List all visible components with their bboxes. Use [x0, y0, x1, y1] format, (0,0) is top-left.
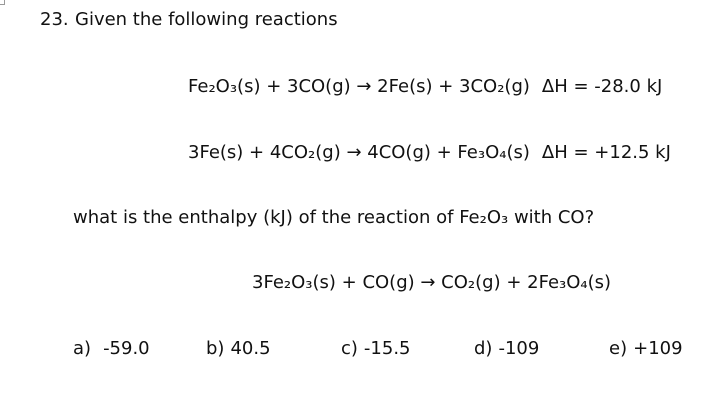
choice-d-letter: d): [474, 338, 493, 359]
reaction-2-equation: 3Fe(s) + 4CO₂(g) → 4CO(g) + Fe₃O₄(s): [188, 142, 530, 163]
reaction-1-enthalpy: ΔH = -28.0 kJ: [541, 76, 663, 97]
choice-d[interactable]: [474, 338, 539, 360]
target-reaction: 3Fe₂O₃(s) + CO(g) → CO₂(g) + 2Fe₃O₄(s): [252, 272, 612, 293]
choice-e-letter: e): [609, 338, 628, 359]
choice-a[interactable]: [73, 338, 150, 360]
reaction-1: [188, 76, 662, 98]
choice-a-value: -59.0: [103, 338, 150, 359]
choice-c-letter: c): [341, 338, 358, 359]
choice-b[interactable]: [206, 338, 271, 360]
choice-b-letter: b): [206, 338, 225, 359]
choice-a-letter: a): [73, 338, 92, 359]
choice-e-value: +109: [633, 338, 683, 359]
choice-c[interactable]: [341, 338, 411, 360]
choice-e[interactable]: [609, 338, 683, 360]
question-ask: what is the enthalpy (kJ) of the reaction of Fe₂O₃ with CO?: [73, 207, 595, 228]
choice-c-value: -15.5: [363, 338, 411, 359]
question-prompt: Given the following reactions: [75, 9, 338, 30]
reaction-2: [188, 142, 671, 164]
choice-d-value: -109: [498, 338, 540, 359]
reaction-1-equation: Fe₂O₃(s) + 3CO(g) → 2Fe(s) + 3CO₂(g): [188, 76, 530, 97]
reaction-2-enthalpy: ΔH = +12.5 kJ: [541, 142, 671, 163]
question-number: 23.: [40, 9, 69, 30]
choice-b-value: 40.5: [230, 338, 271, 359]
corner-mark: [0, 0, 5, 5]
